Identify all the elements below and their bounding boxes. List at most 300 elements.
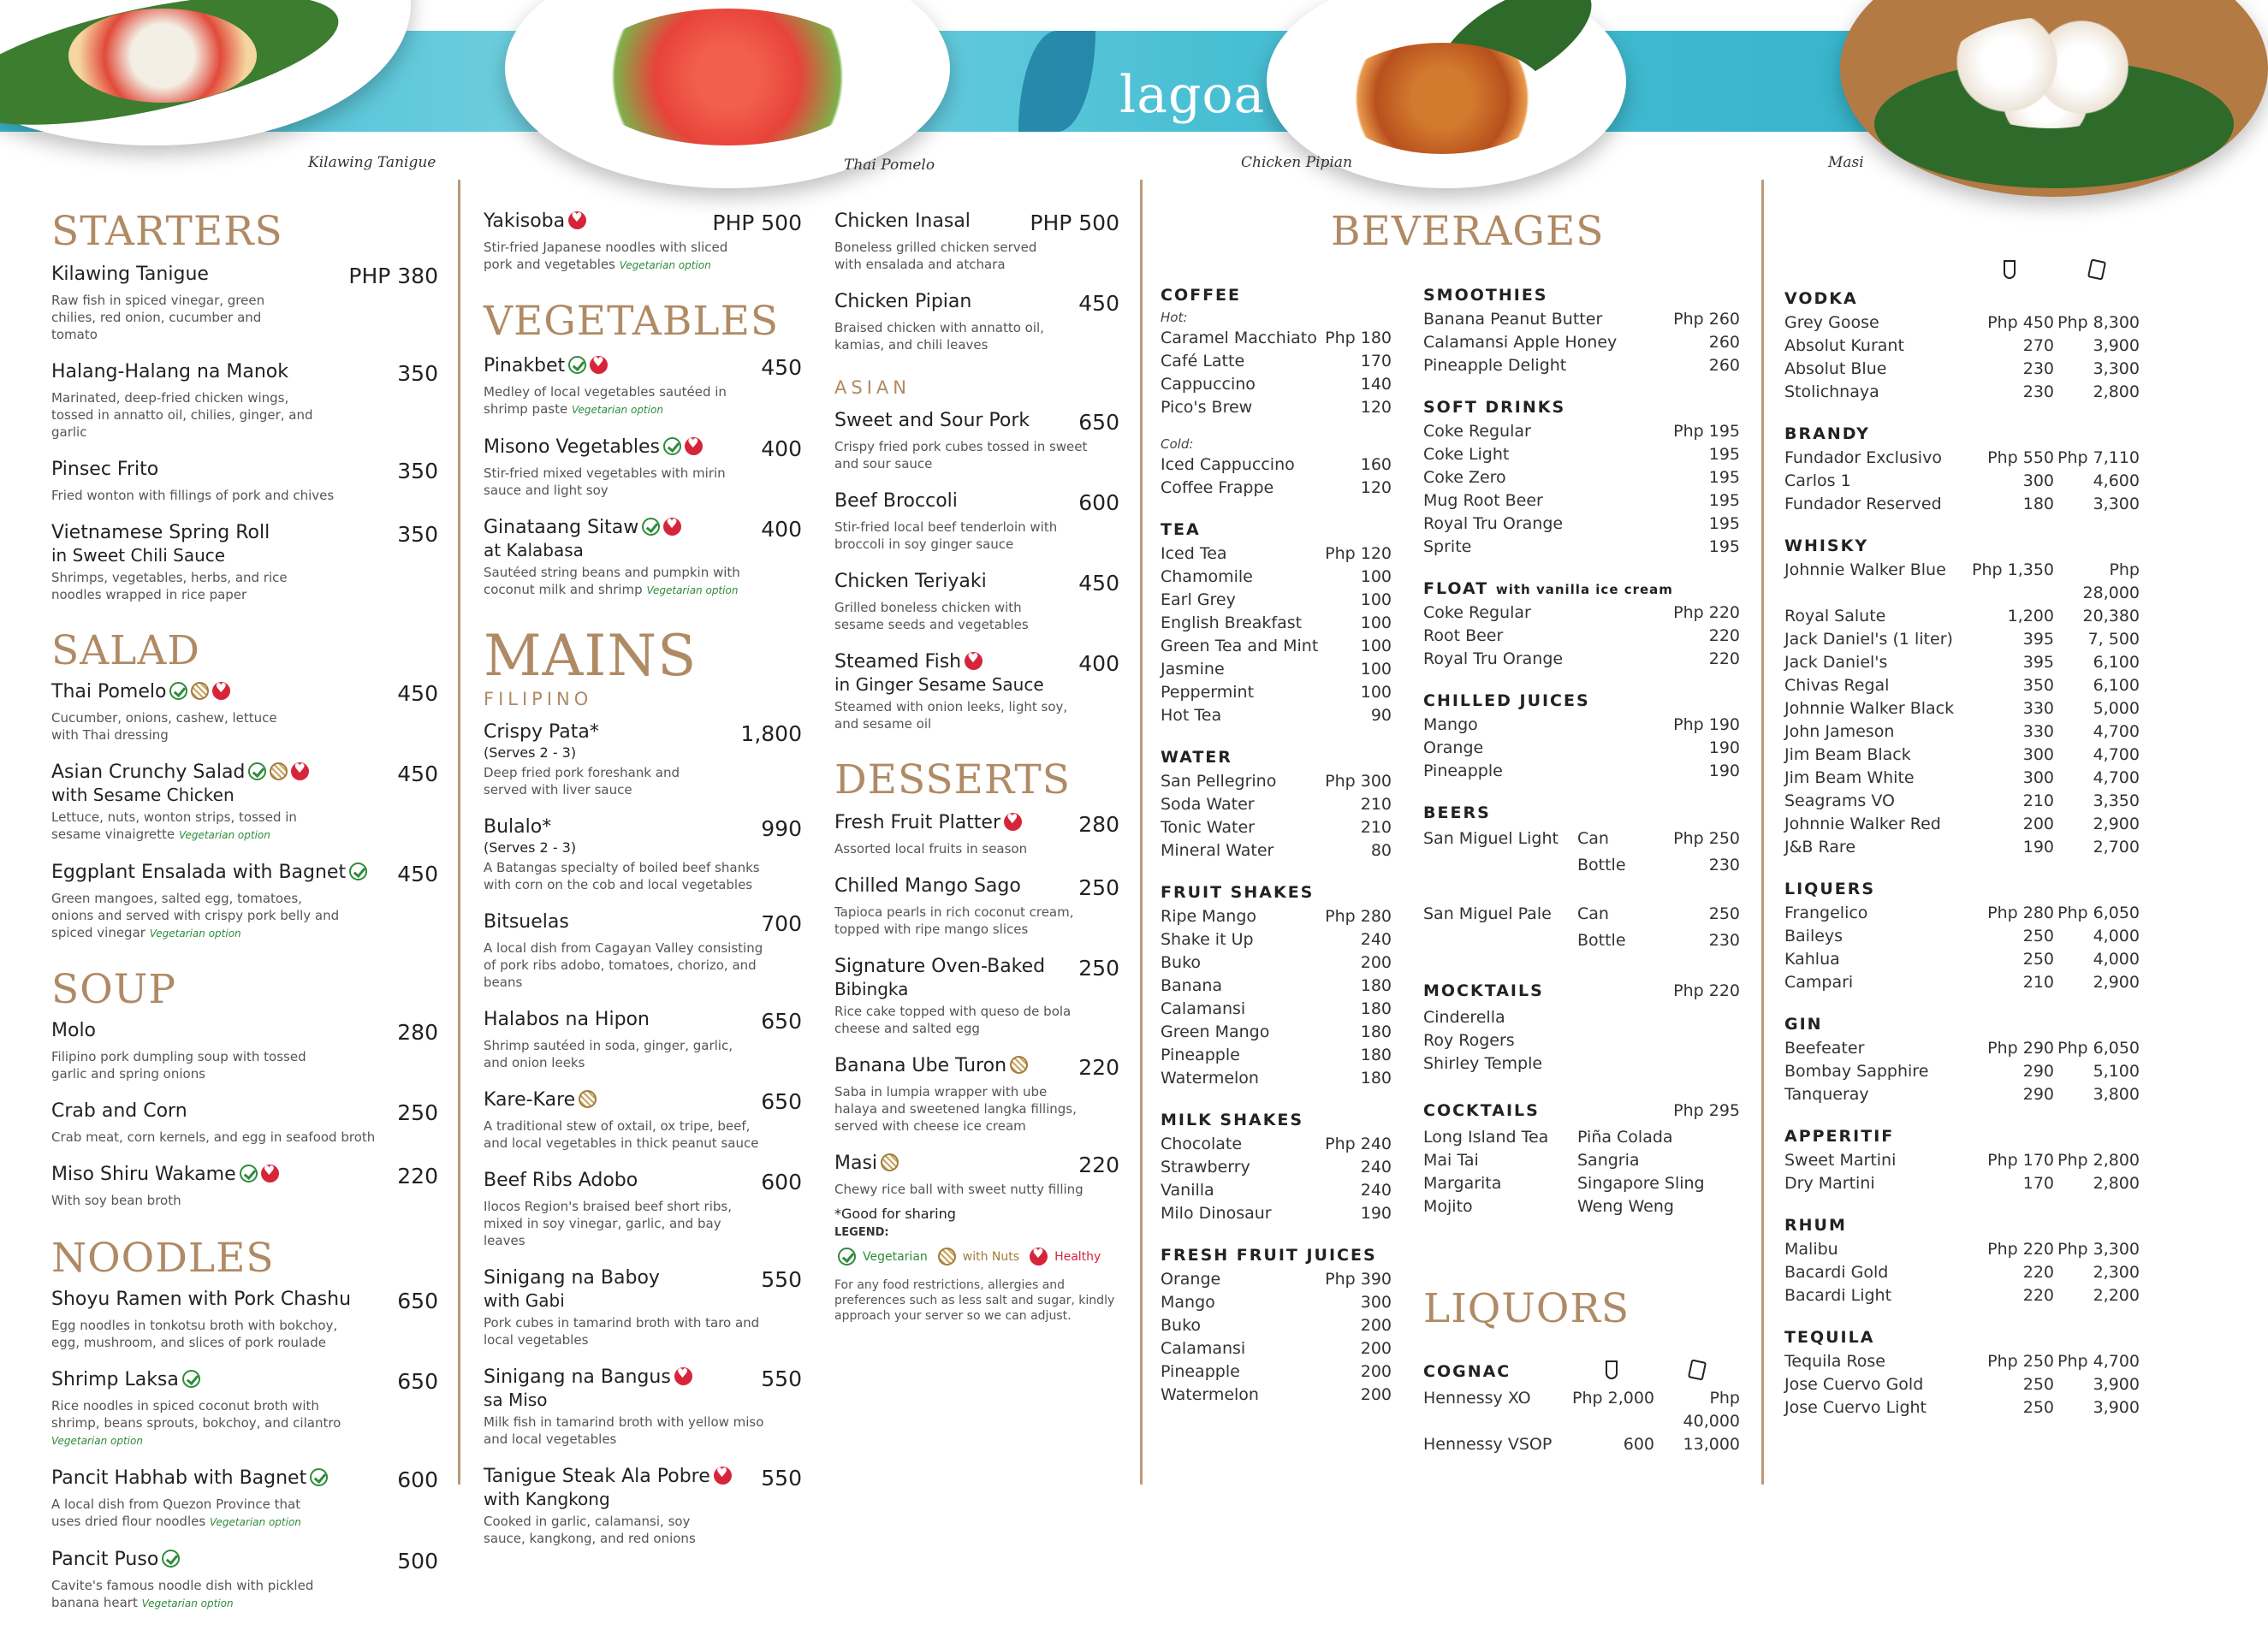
nuts-icon [270,762,288,780]
item-desc: Saba in lumpia wrapper with ube halaya and sweetened langka fillings, served with cheese ice cream [834,1084,1077,1134]
dish-masi-image [1840,0,2268,197]
drink-row: Hennessy VSOP 600 13,000 [1423,1435,1740,1454]
hot-label: Hot: [1161,310,1188,325]
menu-item [51,1289,438,1351]
menu-item [51,1020,438,1082]
menu-item [51,264,438,343]
item-name-line2: with Kangkong [484,1489,610,1509]
group-title: SMOOTHIES [1423,286,1548,305]
item-desc: A local dish from Cagayan Valley consisting of pork ribs adobo, tomatoes, chorizo, and beans [484,940,763,990]
menu-item [484,816,802,893]
item-name: Chilled Mango Sago [834,875,1021,897]
legend [834,1248,1119,1265]
drink-row: Sweet Martini Php 170 Php 2,800 [1784,1151,2140,1170]
item-price: 650 [397,1289,438,1313]
item-name: Halabos na Hipon [484,1009,650,1030]
group-title: FRUIT SHAKES [1161,883,1315,902]
healthy-icon [291,762,309,780]
drink-row: Royal Salute 1,200 20,380 [1784,607,2140,625]
group-smoothies [1423,286,1740,377]
item-desc: Tapioca pearls in rich coconut cream, topped with ripe mango slices [834,904,1074,937]
menu-item [834,291,1119,353]
drink-row: Hot Tea 90 [1161,706,1392,725]
item-desc: Sautéed string beans and pumpkin with coconut milk and shrimp [484,565,740,597]
vegetarian-icon [642,518,660,536]
drink-row: Singapore Sling [1577,1174,1705,1193]
item-price: 220 [1078,1153,1119,1177]
item-price: 650 [761,1009,802,1034]
item-price: 250 [397,1100,438,1125]
drink-row: Carlos 1 300 4,600 [1784,471,2140,490]
drink-row: Weng Weng [1577,1197,1674,1216]
drink-row: Johnnie Walker Black 330 5,000 [1784,699,2140,718]
drink-row: Orange 190 [1423,738,1740,757]
item-price: 350 [397,361,438,386]
group-title: MILK SHAKES [1161,1111,1304,1129]
drink-row: Fundador Exclusivo Php 550 Php 7,110 [1784,448,2140,467]
menu-item [51,459,438,504]
item-desc: Milk fish in tamarind broth with yellow miso and local vegetables [484,1414,764,1447]
drink-row: Pineapple 190 [1423,762,1740,780]
item-desc: Ilocos Region's braised beef short ribs, mixed in soy vinegar, garlic, and bay leaves [484,1199,732,1248]
item-price: 280 [397,1020,438,1045]
drink-row: Coke Regular Php 220 [1423,603,1740,622]
group-tequila [1784,1328,2140,1420]
item-price: 400 [1078,651,1119,676]
item-price: 600 [1078,490,1119,515]
menu-item [51,1369,438,1449]
drink-row: Coffee Frappe 120 [1161,478,1392,497]
glass-icon [2004,260,2016,279]
group-title: SOFT DRINKS [1423,398,1566,417]
group-apperitif [1784,1127,2140,1195]
vegetarian-icon [240,1165,258,1182]
item-price: 450 [1078,291,1119,316]
item-name: Sweet and Sour Pork [834,410,1030,431]
menu-item [834,410,1119,472]
drink-row: Baileys 250 4,000 [1784,927,2140,945]
menu-item [834,875,1119,938]
menu-item [834,571,1119,633]
drink-row: Mai Tai [1423,1151,1479,1170]
drink-row: Calamansi Apple Honey 260 [1423,333,1740,352]
group-title: FRESH FRUIT JUICES [1161,1246,1377,1265]
item-name: Tanigue Steak Ala Pobre [484,1466,710,1487]
group-title: MOCKTAILS [1423,981,1544,1000]
drink-row: Green Tea and Mint 100 [1161,637,1392,655]
item-desc: Stir-fried mixed vegetables with mirin sauce and light soy [484,465,726,498]
drink-row: Coke Regular Php 195 [1423,422,1740,441]
group-water [1161,748,1392,862]
item-name: Shoyu Ramen with Pork Chashu [51,1289,352,1310]
drink-row: Tanqueray 290 3,800 [1784,1085,2140,1104]
menu-item [51,361,438,441]
drink-row: Jack Daniel's 395 6,100 [1784,653,2140,672]
drink-row: Tequila Rose Php 250 Php 4,700 [1784,1352,2140,1371]
item-name-line2: (Serves 2 - 3) [484,839,577,856]
drink-row: Mango Php 190 [1423,715,1740,734]
drink-row: Iced Cappuccino 160 [1161,455,1392,474]
vegetarian-icon [838,1248,856,1265]
group-title: APPERITIF [1784,1127,1895,1146]
group-brandy [1784,424,2140,516]
menu-item [484,210,802,274]
vegetarian-icon [663,437,681,455]
item-name: Vietnamese Spring Roll [51,522,270,543]
drink-row: Piña Colada [1577,1128,1673,1147]
nuts-icon [579,1090,597,1108]
drink-row: Kahlua 250 4,000 [1784,950,2140,969]
divider [1761,180,1764,1485]
section-title-beverages: BEVERAGES [1331,208,1605,255]
allergy-note: For any food restrictions, allergies and preferences such as less salt and sugar, kindly approach your server so we can adjust. [834,1278,1115,1323]
menu-item [51,762,438,844]
healthy-icon [568,211,586,229]
item-desc: A local dish from Quezon Province that uses dried flour noodles [51,1497,301,1529]
item-desc: Deep fried pork foreshank and served with liver sauce [484,765,680,797]
nuts-icon [881,1153,899,1171]
drink-row: Johnnie Walker Red 200 2,900 [1784,815,2140,833]
section-title-starters: STARTERS [51,208,283,255]
nuts-icon [938,1248,956,1265]
group-liquers [1784,880,2140,994]
healthy-icon [1030,1248,1048,1265]
item-desc: Marinated, deep-fried chicken wings, tossed in annatto oil, chilies, ginger, and garlic [51,390,313,440]
item-name: Kare-Kare [484,1089,576,1111]
menu-item [834,490,1119,553]
item-price: 450 [1078,571,1119,596]
item-desc: Filipino pork dumpling soup with tossed garlic and spring onions [51,1049,306,1082]
item-price: 650 [1078,410,1119,435]
group-fruit-shakes [1161,883,1392,1090]
drink-row: San Miguel Pale Can 250 [1423,904,1740,923]
menu-item [484,1366,802,1448]
drink-row: Long Island Tea [1423,1128,1549,1147]
drink-row: San Pellegrino Php 300 [1161,772,1392,791]
item-name-line2: Bibingka [834,979,909,999]
drink-row: Absolut Blue 230 3,300 [1784,359,2140,378]
item-desc: Shrimps, vegetables, herbs, and rice noodles wrapped in rice paper [51,570,288,602]
item-name: Signature Oven-Baked [834,956,1046,977]
drink-row: Roy Rogers [1423,1031,1515,1050]
group-float [1423,579,1740,671]
drink-row: Jasmine 100 [1161,660,1392,679]
group-soft-drinks [1423,398,1740,559]
drink-row: Watermelon 180 [1161,1069,1392,1088]
group-cocktails [1423,1100,1740,1218]
group-tea [1161,520,1392,727]
item-price: 220 [397,1164,438,1188]
item-desc: Boneless grilled chicken served with ensalada and atchara [834,240,1037,272]
drink-row: Mojito [1423,1197,1473,1216]
drink-row: San Miguel Light Can Php 250 [1423,829,1740,848]
item-name: Pinsec Frito [51,459,159,480]
item-price: 550 [761,1366,802,1391]
menu-item [51,1549,438,1612]
item-price: 650 [397,1369,438,1394]
item-desc: Grilled boneless chicken with sesame seeds and vegetables [834,600,1029,632]
item-desc: Egg noodles in tonkotsu broth with bokchoy, egg, mushroom, and slices of pork roulade [51,1318,338,1350]
item-name: Miso Shiru Wakame [51,1164,236,1185]
drink-row: Caramel Macchiato Php 180 [1161,329,1392,347]
drink-row: Pico's Brew 120 [1161,398,1392,417]
item-name: Bitsuelas [484,911,569,933]
drink-row: Mango 300 [1161,1293,1392,1312]
menu-item [484,436,802,499]
vegetarian-icon [310,1468,328,1486]
drink-row: Root Beer 220 [1423,626,1740,645]
item-name: Eggplant Ensalada with Bagnet [51,862,347,883]
drink-row: Pineapple 200 [1161,1362,1392,1381]
group-title: BRANDY [1784,424,1870,443]
group-rhum [1784,1216,2140,1307]
subsection-filipino: FILIPINO [484,689,593,709]
beverages-col-1 [1161,286,1392,1427]
menu-item [484,911,802,991]
menu-item [51,522,438,603]
section-title-vegetables: VEGETABLES [484,298,780,345]
drink-row: Watermelon 200 [1161,1385,1392,1404]
drink-row: Chamomile 100 [1161,567,1392,586]
menu-item [484,1466,802,1547]
item-name-line2: with Gabi [484,1290,565,1311]
healthy-icon [663,518,681,536]
item-desc: Shrimp sautéed in soda, ginger, garlic, and onion leeks [484,1038,733,1070]
item-name: Kilawing Tanigue [51,264,209,285]
section-title-mains: MAINS [484,623,698,689]
item-price: 450 [397,762,438,786]
drink-row: Fundador Reserved 180 3,300 [1784,495,2140,513]
group-coffee [1161,286,1392,500]
item-name: Chicken Teriyaki [834,571,987,592]
caption-chicken-pipian: Chicken Pipian [1241,154,1352,171]
item-name: Halang-Halang na Manok [51,361,289,382]
item-price: 1,800 [740,721,802,746]
vegetarian-icon [568,356,586,374]
group-title: GIN [1784,1015,1823,1034]
group-title: TEQUILA [1784,1328,1875,1347]
vegetarian-option: Vegetarian option [209,1516,301,1528]
item-price: 600 [397,1467,438,1492]
menu-item [834,812,1119,857]
drink-row: Strawberry 240 [1161,1158,1392,1177]
item-desc: A traditional stew of oxtail, ox tripe, beef, and local vegetables in thick peanut sauce [484,1118,759,1151]
legend-nuts: with Nuts [962,1249,1020,1264]
cold-label: Cold: [1161,436,1194,452]
drink-row: Shake it Up 240 [1161,930,1392,949]
menu-item [484,721,802,798]
item-price: 600 [761,1170,802,1194]
menu-item [51,1100,438,1146]
drink-row: Chivas Regal 350 6,100 [1784,676,2140,695]
item-name: Crab and Corn [51,1100,187,1122]
section-title-soup: SOUP [51,966,176,1013]
item-desc: Chewy rice ball with sweet nutty filling [834,1182,1084,1197]
divider [1140,180,1143,1485]
drink-row: Sprite 195 [1423,537,1740,556]
item-name: Steamed Fish [834,651,962,673]
item-price: 400 [761,517,802,542]
group-title: BEERS [1423,803,1491,822]
drink-row: Malibu Php 220 Php 3,300 [1784,1240,2140,1259]
section-title-salad: SALAD [51,627,200,674]
item-desc: A Batangas specialty of boiled beef shanks with corn on the cob and local vegetables [484,860,760,892]
nuts-icon [1010,1056,1028,1074]
divider [458,180,460,1485]
item-name: Fresh Fruit Platter [834,812,1001,833]
vegetarian-option: Vegetarian option [178,829,270,841]
vegetarian-option: Vegetarian option [619,259,711,271]
brand-logo: lagoa [1119,65,1266,125]
item-name-line2: in Sweet Chili Sauce [51,545,226,566]
menu-item [51,862,438,942]
item-name-line2: sa Miso [484,1390,548,1410]
item-desc: Rice cake topped with queso de bola cheese and salted egg [834,1004,1072,1036]
group-whisky [1784,536,2140,859]
drink-row: Bombay Sapphire 290 5,100 [1784,1062,2140,1081]
item-name: Asian Crunchy Salad [51,762,246,783]
item-price: PHP 380 [348,264,438,288]
drink-row: Chocolate Php 240 [1161,1135,1392,1153]
item-name: Chicken Inasal [834,210,971,232]
drink-row: Bottle 230 [1577,856,1740,874]
vegetarian-option: Vegetarian option [646,584,739,596]
item-price: 450 [397,862,438,886]
group-title: LIQUERS [1784,880,1876,898]
drink-row: Tonic Water 210 [1161,818,1392,837]
menu-item [834,210,1119,273]
item-name: Bulalo* [484,816,552,838]
item-desc: Assorted local fruits in season [834,841,1028,856]
drink-row: Seagrams VO 210 3,350 [1784,791,2140,810]
drink-row: Jim Beam Black 300 4,700 [1784,745,2140,764]
item-price: PHP 500 [712,210,802,235]
group-title: COGNAC [1423,1362,1511,1381]
item-name: Pancit Puso [51,1549,159,1570]
item-name: Banana Ube Turon [834,1055,1007,1076]
vegetarian-icon [169,682,187,700]
group-title: TEA [1161,520,1201,539]
group-chilled-juices [1423,691,1740,783]
section-title-desserts: DESSERTS [834,756,1071,803]
item-price: 220 [1078,1055,1119,1080]
drink-row: English Breakfast 100 [1161,613,1392,632]
item-price: 550 [761,1466,802,1491]
drink-row: Stolichnaya 230 2,800 [1784,382,2140,401]
item-name-line2: at Kalabasa [484,540,584,560]
drink-row: Beefeater Php 290 Php 6,050 [1784,1039,2140,1058]
drink-row: Vanilla 240 [1161,1181,1392,1200]
drink-row: Royal Tru Orange 195 [1423,514,1740,533]
menu-item [484,355,802,418]
item-name: Masi [834,1153,878,1174]
item-desc: Crab meat, corn kernels, and egg in seafood broth [51,1129,376,1145]
drink-row: Green Mango 180 [1161,1022,1392,1041]
menu-item [51,681,438,744]
menu-item [51,1164,438,1209]
drink-row: Earl Grey 100 [1161,590,1392,609]
section-title-liquors: LIQUORS [1423,1285,1630,1332]
group-fresh-juices [1161,1246,1392,1407]
drink-row: Bacardi Light 220 2,200 [1784,1286,2140,1305]
menu-item [484,517,802,599]
drink-row: Jose Cuervo Light 250 3,900 [1784,1398,2140,1417]
group-title: FLOAT with vanilla ice cream [1423,579,1673,598]
column-food-2 [484,210,802,1565]
drink-row: Jack Daniel's (1 liter) 395 7, 500 [1784,630,2140,649]
subsection-asian: ASIAN [834,377,911,398]
drink-row: Coke Light 195 [1423,445,1740,464]
sharing-note: *Good for sharing [834,1206,956,1222]
item-price: 500 [397,1549,438,1574]
group-title: WHISKY [1784,536,1869,555]
drink-row: Mug Root Beer 195 [1423,491,1740,510]
menu-item [834,1055,1119,1135]
drink-row: Pineapple Delight 260 [1423,356,1740,375]
item-desc: Raw fish in spiced vinegar, green chilies, red onion, cucumber and tomato [51,293,265,342]
drink-row: Bacardi Gold 220 2,300 [1784,1263,2140,1282]
item-desc: Lettuce, nuts, wonton strips, tossed in sesame vinaigrette [51,809,297,842]
drink-row: Margarita [1423,1174,1502,1193]
drink-row: Calamansi 180 [1161,999,1392,1018]
drink-row: Dry Martini 170 2,800 [1784,1174,2140,1193]
item-name: Beef Broccoli [834,490,958,512]
item-desc: Braised chicken with annatto oil, kamias, and chili leaves [834,320,1044,353]
item-desc: Cooked in garlic, calamansi, soy sauce, kangkong, and red onions [484,1514,696,1546]
vegetarian-option: Vegetarian option [571,404,663,416]
group-title: COCKTAILS [1423,1101,1540,1120]
item-price: 350 [397,459,438,483]
drink-row: Banana 180 [1161,976,1392,995]
item-desc: Crispy fried pork cubes tossed in sweet and sour sauce [834,439,1088,471]
menu-item [834,651,1119,732]
healthy-icon [1004,813,1022,831]
liquor-icons-header [1784,260,2140,286]
drink-row: Soda Water 210 [1161,795,1392,814]
drink-row: Ripe Mango Php 280 [1161,907,1392,926]
healthy-icon [212,682,230,700]
legend-healthy: Healthy [1054,1249,1101,1264]
drink-row: Café Latte 170 [1161,352,1392,370]
column-food-3 [834,210,1119,1324]
legend-label: LEGEND: [834,1226,889,1239]
healthy-icon [965,652,983,670]
group-title: WATER [1161,748,1232,767]
item-name: Thai Pomelo [51,681,167,702]
group-gin [1784,1015,2140,1106]
item-name: Sinigang na Baboy [484,1267,660,1289]
column-food-1 [51,208,438,1630]
item-price: 650 [761,1089,802,1114]
group-cognac [1423,1360,1740,1456]
item-desc: With soy bean broth [51,1193,181,1208]
bottle-icon [2087,258,2106,280]
item-name: Beef Ribs Adobo [484,1170,638,1191]
menu-item [51,1467,438,1531]
item-desc: Green mangoes, salted egg, tomatoes, onions and served with crispy pork belly and spiced vinegar [51,891,340,940]
nuts-icon [191,682,209,700]
menu-item [834,956,1119,1037]
menu-item [834,1153,1119,1198]
item-name: Pancit Habhab with Bagnet [51,1467,307,1489]
item-name: Shrimp Laksa [51,1369,179,1390]
healthy-icon [714,1467,732,1485]
beverages-col-2 [1423,286,1740,1239]
group-title: VODKA [1784,289,1858,308]
item-desc: Rice noodles in spiced coconut broth with shrimp, beans sprouts, bokchoy, and cilantro [51,1398,341,1431]
item-price: 400 [761,436,802,461]
vegetarian-icon [162,1550,180,1568]
